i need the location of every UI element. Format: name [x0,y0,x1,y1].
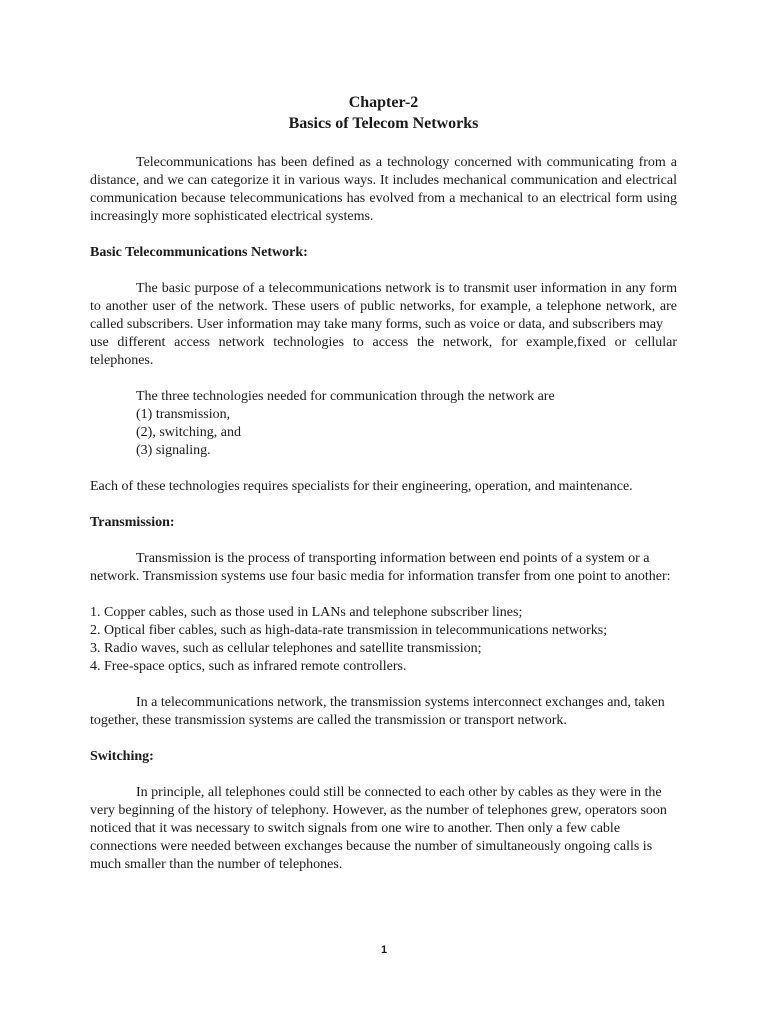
basic-paragraph-part-2: use different access network technologies to access the network, for example,fixed or cellular telephones. [90,335,677,368]
technologies-list [90,388,677,460]
media-item: 1. Copper cables, such as those used in LANs and telephone subscriber lines; [90,605,523,620]
technology-item: (2), switching, and [136,425,241,440]
section-heading-transmission: Transmission: [90,515,175,530]
media-item: 4. Free-space optics, such as infrared remote controllers. [90,659,407,674]
chapter-label: Chapter-2 [348,94,419,111]
media-item: 3. Radio waves, such as cellular telephones and satellite transmission; [90,641,482,656]
basic-paragraph [90,280,677,370]
technologies-intro: The three technologies needed for communication through the network are [136,389,555,404]
section-heading-basic: Basic Telecommunications Network: [90,245,308,260]
page-number: 1 [380,944,388,956]
document-page [90,92,677,892]
media-list [90,604,677,676]
technology-item: (3) signaling. [136,443,211,458]
transport-network-paragraph: In a telecommunications network, the transmission systems interconnect exchanges and, taken together, these transmission systems are called the transmission or transport network. [90,695,665,728]
media-item: 2. Optical fiber cables, such as high-data-rate transmission in telecommunications networks; [90,623,608,638]
intro-paragraph: Telecommunications has been defined as a technology concerned with communicating from a distance, and we can categorize it in various ways. It includes mechanical communication and electrical communication because telecommunications has evolved from a mechanical to an electrical form using increasingly more sophisticated electrical systems. [90,155,677,224]
section-heading-switching: Switching: [90,749,154,764]
transmission-paragraph: Transmission is the process of transporting information between end points of a system or a network. Transmission systems use four basic media for information transfer from one point to another: [90,551,671,584]
chapter-title: Basics of Telecom Networks [288,115,479,132]
switching-paragraph: In principle, all telephones could still be connected to each other by cables as they were in the very beginning of the history of telephony. However, as the number of telephones grew, operators soon noticed that it was necessary to switch signals from one wire to another. Then only a few cable connections were needed between exchanges because the number of simultaneously ongoing calls is much smaller than the number of telephones. [90,785,667,872]
specialists-paragraph: Each of these technologies requires specialists for their engineering, operation, and maintenance. [90,479,633,494]
basic-paragraph-part-1: The basic purpose of a telecommunications network is to transmit user information in any form to another user of the network. These users of public networks, for example, a telephone network, are called subscribers. User information may take many forms, such as voice or data, and subscribers may [90,281,677,332]
title-block [90,92,677,134]
technology-item: (1) transmission, [136,407,231,422]
